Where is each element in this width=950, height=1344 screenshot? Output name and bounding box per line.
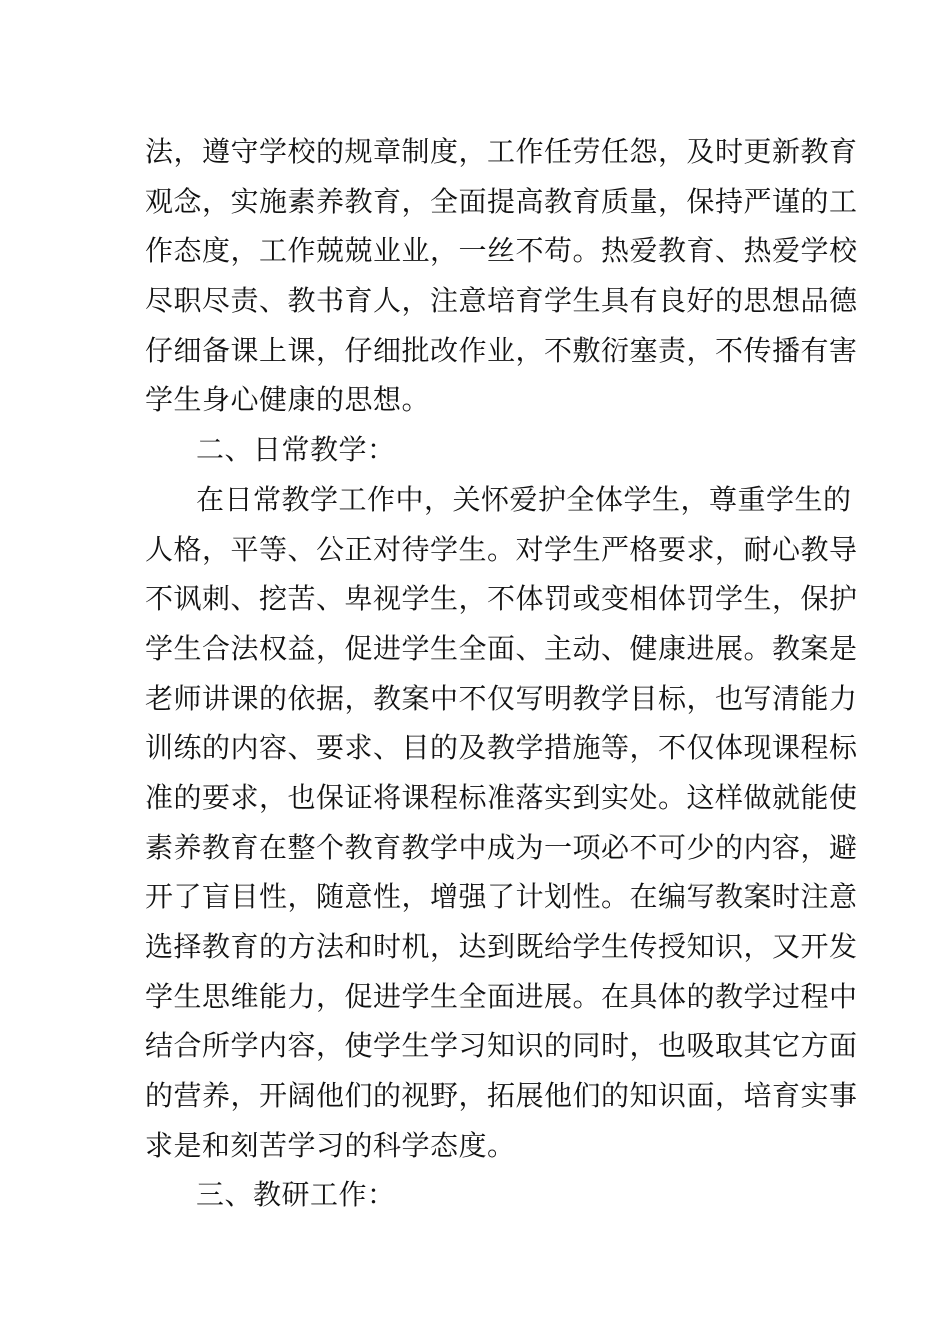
paragraph-line: 法，遵守学校的规章制度，工作任劳任怨，及时更新教育: [145, 135, 858, 168]
paragraph-line: 选择教育的方法和时机，达到既给学生传授知识，又开发: [145, 930, 858, 963]
section-heading: 三、教研工作：: [196, 1178, 396, 1212]
paragraph-line: 仔细备课上课，仔细批改作业，不敷衍塞责，不传播有害: [145, 333, 858, 367]
paragraph-line: 学生合法权益，促进学生全面、主动、健康进展。教案是: [145, 631, 858, 665]
paragraph-line: 求是和刻苦学习的科学态度。: [145, 1128, 516, 1162]
paragraph-line: 训练的内容、要求、目的及教学措施等，不仅体现课程标: [145, 731, 858, 765]
paragraph-line: 人格，平等、公正对待学生。对学生严格要求，耐心教导: [145, 532, 858, 566]
body-text: [145, 127, 858, 1220]
section-heading: 二、日常教学：: [196, 433, 396, 467]
paragraph-line: 开了盲目性，随意性，增强了计划性。在编写教案时注意: [145, 880, 858, 914]
paragraph-line: 作态度，工作兢兢业业，一丝不苟。热爱教育、热爱学校: [145, 234, 858, 268]
paragraph-line: 准的要求，也保证将课程标准落实到实处。这样做就能使: [145, 780, 858, 814]
paragraph-line: 结合所学内容，使学生学习知识的同时，也吸取其它方面: [145, 1029, 858, 1063]
paragraph-line: 素养教育在整个教育教学中成为一项必不可少的内容，避: [145, 830, 858, 864]
paragraph-line: 观念，实施素养教育，全面提高教育质量，保持严谨的工: [145, 184, 858, 218]
paragraph-line: 学生身心健康的思想。: [145, 383, 431, 417]
paragraph-line: 尽职尽责、教书育人，注意培育学生具有良好的思想品德: [145, 284, 858, 318]
paragraph-line: 老师讲课的依据，教案中不仅写明教学目标，也写清能力: [145, 681, 858, 715]
paragraph-line: 的营养，开阔他们的视野，拓展他们的知识面，培育实事: [145, 1079, 858, 1113]
paragraph-line: 在日常教学工作中，关怀爱护全体学生，尊重学生的: [196, 482, 852, 516]
paragraph-line: 学生思维能力，促进学生全面进展。在具体的教学过程中: [145, 979, 858, 1013]
paragraph-line: 不讽刺、挖苦、卑视学生，不体罚或变相体罚学生，保护: [145, 582, 858, 616]
